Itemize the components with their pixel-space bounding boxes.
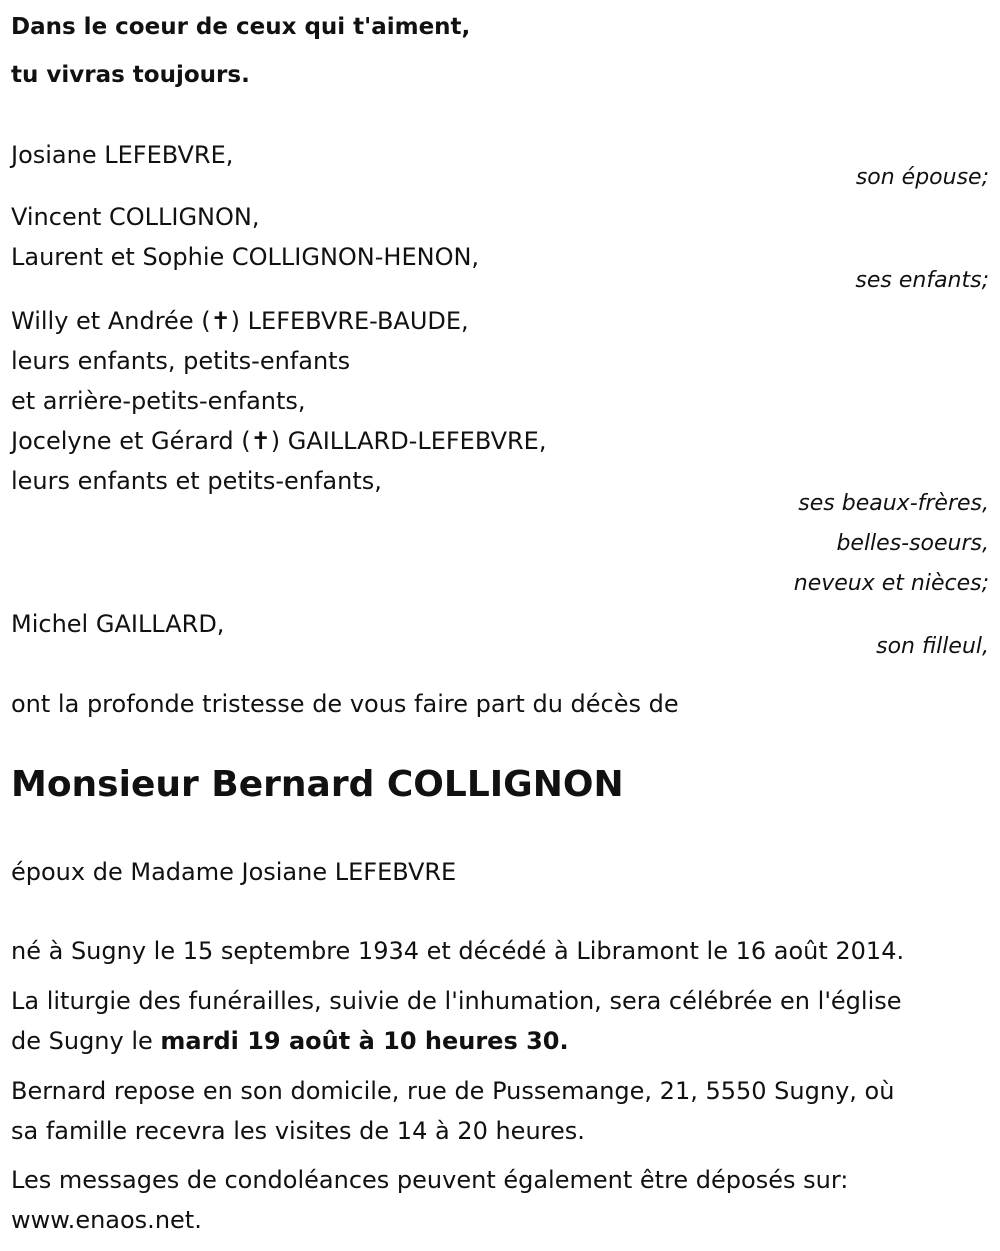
inlaw-line-3: et arrière-petits-enfants, <box>11 387 306 415</box>
rest-line-2: sa famille recevra les visites de 14 à 20 heures. <box>11 1117 585 1145</box>
deceased-name: Monsieur Bernard COLLIGNON <box>11 764 624 805</box>
inlaw-line-4: Jocelyne et Gérard (✝) GAILLARD-LEFEBVRE, <box>11 427 547 455</box>
condolence-line-2: www.enaos.net. <box>11 1206 202 1234</box>
spouse-of: époux de Madame Josiane LEFEBVRE <box>11 858 457 886</box>
epitaph-line-1: Dans le coeur de ceux qui t'aiment, <box>11 14 471 40</box>
spouse-name: Josiane LEFEBVRE, <box>11 141 234 169</box>
funeral-line-2-prefix: de Sugny le <box>11 1027 161 1055</box>
inlaw-line-1: Willy et Andrée (✝) LEFEBVRE-BAUDE, <box>11 307 469 335</box>
godson-role: son filleul, <box>876 634 989 659</box>
birth-death: né à Sugny le 15 septembre 1934 et décédé à Libramont le 16 août 2014. <box>11 937 905 965</box>
funeral-line-1: La liturgie des funérailles, suivie de l'inhumation, sera célébrée en l'église <box>11 987 902 1015</box>
inlaw-line-5: leurs enfants et petits-enfants, <box>11 467 382 495</box>
funeral-datetime: mardi 19 août à 10 heures 30. <box>160 1027 569 1055</box>
inlaws-role-1: ses beaux-frères, <box>798 491 989 516</box>
child-2: Laurent et Sophie COLLIGNON-HENON, <box>11 243 480 271</box>
inlaw-line-2: leurs enfants, petits-enfants <box>11 347 351 375</box>
children-role: ses enfants; <box>855 268 989 293</box>
inlaws-role-2: belles-soeurs, <box>836 531 989 556</box>
rest-line-1: Bernard repose en son domicile, rue de Pussemange, 21, 5550 Sugny, où <box>11 1077 895 1105</box>
announcement-intro: ont la profonde tristesse de vous faire part du décès de <box>11 690 679 718</box>
spouse-role: son épouse; <box>855 165 989 190</box>
condolence-line-1: Les messages de condoléances peuvent également être déposés sur: <box>11 1166 849 1194</box>
epitaph-line-2: tu vivras toujours. <box>11 62 250 88</box>
funeral-line-2 <box>11 1027 569 1055</box>
inlaws-role-3: neveux et nièces; <box>793 571 989 596</box>
child-1: Vincent COLLIGNON, <box>11 203 260 231</box>
godson-name: Michel GAILLARD, <box>11 610 225 638</box>
